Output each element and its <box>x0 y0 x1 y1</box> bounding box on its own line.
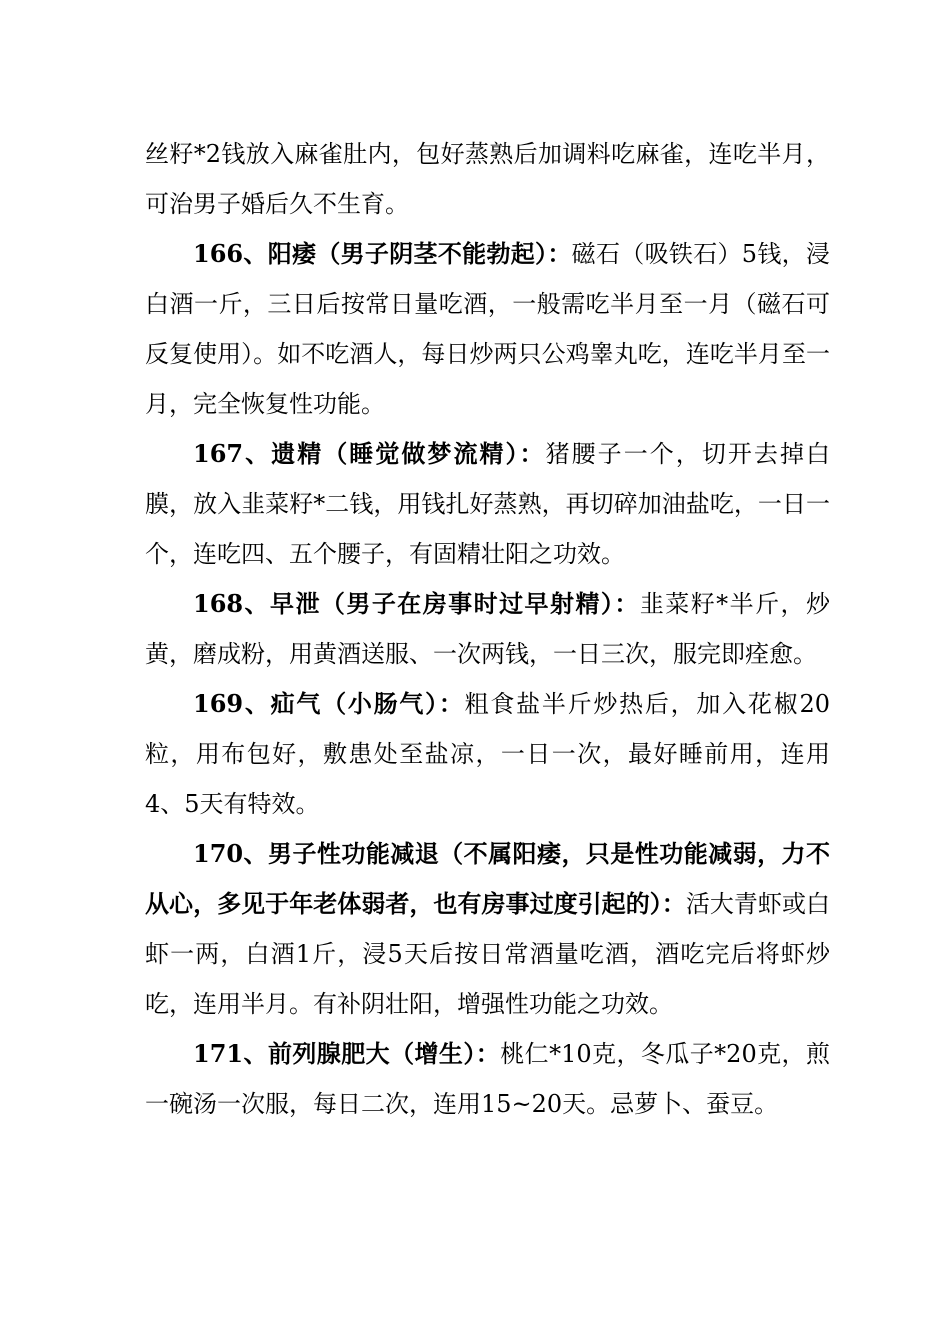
paragraph-text: 活大青虾或白虾一两，白酒1斤，浸5天后按日常酒量吃酒，酒吃完后将虾炒吃，连用半月。有补阴壮阳，增强性功能之功效。 <box>145 890 831 1018</box>
paragraph-intro <box>145 129 830 229</box>
paragraph-heading: 166、阳痿（男子阴茎不能勃起）： <box>193 239 572 268</box>
paragraph-text: 丝籽*2钱放入麻雀肚内，包好蒸熟后加调料吃麻雀，连吃半月，可治男子婚后久不生育。 <box>145 140 830 218</box>
paragraph-text: 韭菜籽*半斤，炒黄，磨成粉，用黄酒送服、一次两钱，一日三次，服完即痊愈。 <box>145 590 830 668</box>
paragraph-text: 粗食盐半斤炒热后，加入花椒20粒，用布包好，敷患处至盐凉，一日一次，最好睡前用，连用4、5天有特效。 <box>145 690 830 818</box>
document-body <box>145 129 830 1129</box>
paragraph-text: 猪腰子一个，切开去掉白膜，放入韭菜籽*二钱，用钱扎好蒸熟，再切碎加油盐吃，一日一个，连吃四、五个腰子，有固精壮阳之功效。 <box>145 440 830 568</box>
paragraph-heading: 171、前列腺肥大（增生）： <box>193 1039 501 1068</box>
paragraph-heading: 169、疝气（小肠气）： <box>193 689 465 718</box>
paragraph-text: 桃仁*10克，冬瓜子*20克，煎一碗汤一次服，每日二次，连用15~20天。忌萝卜、蚕豆。 <box>145 1040 830 1118</box>
paragraph-167 <box>145 429 830 579</box>
paragraph-169 <box>145 679 830 829</box>
paragraph-168 <box>145 579 830 679</box>
paragraph-166 <box>145 229 830 429</box>
paragraph-170 <box>145 829 830 1029</box>
paragraph-heading: 170、男子性功能减退（不属阳痿，只是性功能减弱，力不从心，多见于年老体弱者，也有房事过度引起的）： <box>145 839 830 918</box>
paragraph-text: 磁石（吸铁石）5钱，浸白酒一斤，三日后按常日量吃酒，一般需吃半月至一月（磁石可反复使用）。如不吃酒人，每日炒两只公鸡睾丸吃，连吃半月至一月，完全恢复性功能。 <box>145 240 830 418</box>
paragraph-heading: 168、早泄（男子在房事时过早射精）： <box>193 589 640 618</box>
paragraph-171 <box>145 1029 830 1129</box>
paragraph-heading: 167、遗精（睡觉做梦流精）： <box>193 439 546 468</box>
